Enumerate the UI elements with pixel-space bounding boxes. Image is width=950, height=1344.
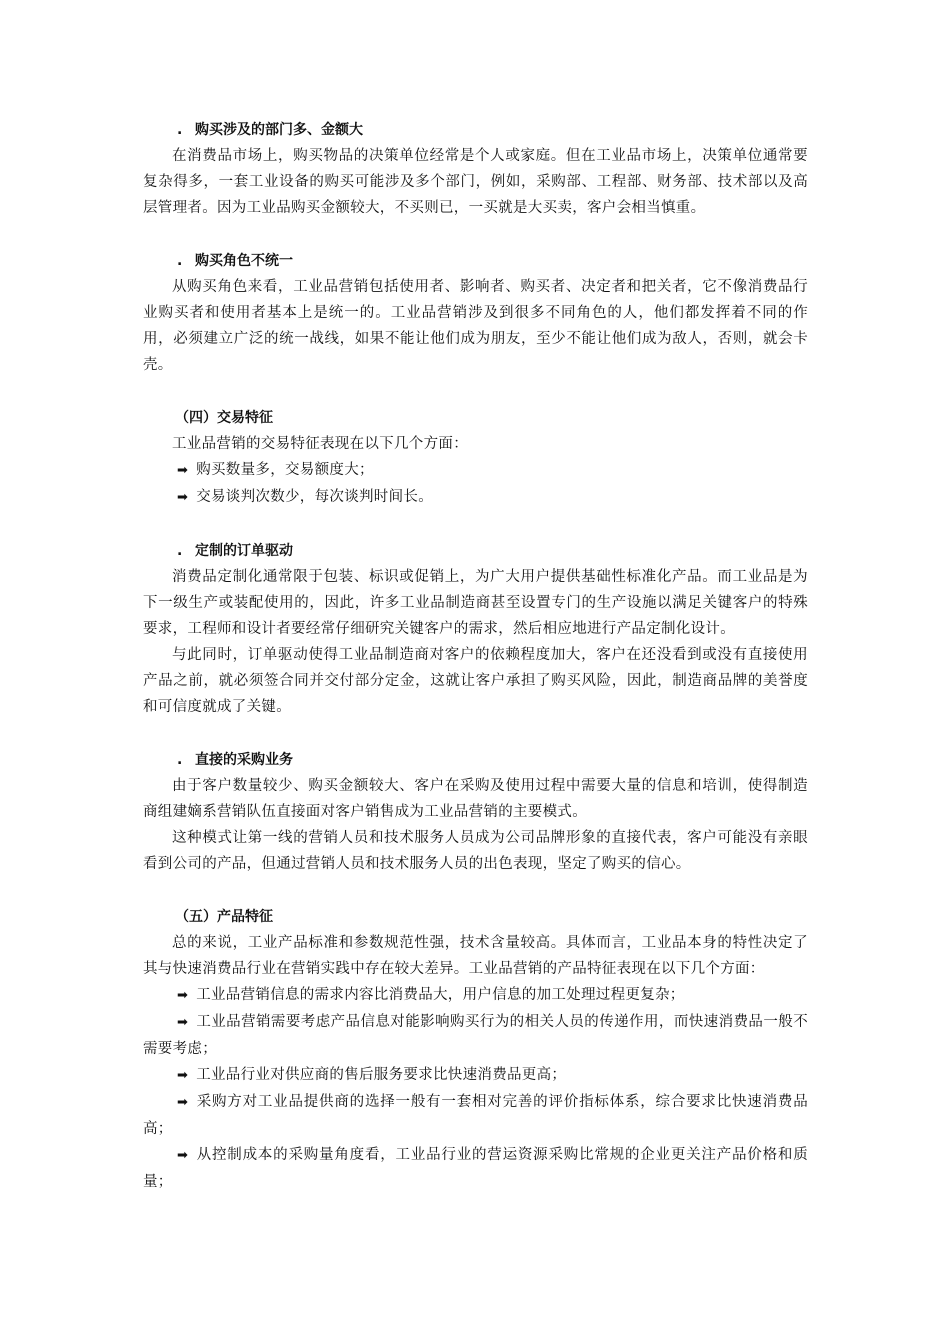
paragraph: 与此同时，订单驱动使得工业品制造商对客户的依赖程度加大，客户在还没看到或没有直接使用产品之前，就必须签合同并交付部分定金，这就让客户承担了购买风险，因此，制造商品牌的美誉度和可信度就成了关键。	[143, 647, 808, 715]
arrow-right-icon: ➡	[177, 1015, 189, 1030]
section-direct-procurement	[143, 747, 808, 877]
section-custom-orders	[143, 538, 808, 720]
paragraph: 总的来说，工业产品标准和参数规范性强，技术含量较高。具体而言，工业品本身的特性决定了其与快速消费品行业在营销实践中存在较大差异。工业品营销的产品特征表现在以下几个方面：	[143, 935, 808, 977]
section-heading: . 定制的订单驱动	[177, 543, 293, 559]
arrow-right-icon: ➡	[177, 490, 189, 505]
paragraph: 这种模式让第一线的营销人员和技术服务人员成为公司品牌形象的直接代表，客户可能没有亲眼看到公司的产品，但通过营销人员和技术服务人员的出色表现，坚定了购买的信心。	[143, 830, 808, 872]
section-heading: （五）产品特征	[175, 909, 273, 925]
bullet-item: ➡ 采购方对工业品提供商的选择一般有一套相对完善的评价指标体系，综合要求比快速消费品高；	[143, 1089, 808, 1142]
bullet-item: ➡ 工业品行业对供应商的售后服务要求比快速消费品更高；	[143, 1062, 808, 1089]
bullet-item: ➡ 交易谈判次数少，每次谈判时间长。	[143, 484, 808, 511]
bullet-item: ➡ 工业品营销信息的需求内容比消费品大，用户信息的加工处理过程更复杂；	[143, 982, 808, 1009]
paragraph: 由于客户数量较少、购买金额较大、客户在采购及使用过程中需要大量的信息和培训，使得制造商组建嫡系营销队伍直接面对客户销售成为工业品营销的主要模式。	[143, 778, 808, 820]
paragraph: 从购买角色来看，工业品营销包括使用者、影响者、购买者、决定者和把关者，它不像消费品行业购买者和使用者基本上是统一的。工业品营销涉及到很多不同角色的人，他们都发挥着不同的作用，必须建立广泛的统一战线，如果不能让他们成为朋友，至少不能让他们成为敌人，否则，就会卡壳。	[143, 279, 808, 373]
bullet-item: ➡ 工业品营销需要考虑产品信息对能影响购买行为的相关人员的传递作用，而快速消费品一般不需要考虑；	[143, 1009, 808, 1062]
section-heading: （四）交易特征	[175, 410, 273, 426]
paragraph: 工业品营销的交易特征表现在以下几个方面：	[172, 436, 468, 452]
paragraph: 在消费品市场上，购买物品的决策单位经常是个人或家庭。但在工业品市场上，决策单位通常要复杂得多，一套工业设备的购买可能涉及多个部门，例如，采购部、工程部、财务部、技术部以及高层管理者。因为工业品购买金额较大，不买则已，一买就是大买卖，客户会相当慎重。	[143, 148, 808, 216]
section-heading: . 购买涉及的部门多、金额大	[177, 122, 363, 138]
arrow-right-icon: ➡	[177, 988, 189, 1003]
arrow-right-icon: ➡	[177, 1148, 189, 1163]
document-body	[143, 117, 808, 1222]
bullet-item: ➡ 购买数量多，交易额度大；	[143, 457, 808, 484]
bullet-item: ➡ 从控制成本的采购量角度看，工业品行业的营运资源采购比常规的企业更关注产品价格和质量；	[143, 1142, 808, 1195]
section-transaction-features	[143, 405, 808, 511]
section-heading: . 直接的采购业务	[177, 752, 293, 768]
paragraph: 消费品定制化通常限于包装、标识或促销上，为广大用户提供基础性标准化产品。而工业品是为下一级生产或装配使用的，因此，许多工业品制造商甚至设置专门的生产设施以满足关键客户的特殊要求，工程师和设计者要经常仔细研究关键客户的需求，然后相应地进行产品定制化设计。	[143, 569, 808, 637]
arrow-right-icon: ➡	[177, 463, 189, 478]
section-heading: . 购买角色不统一	[177, 253, 293, 269]
arrow-right-icon: ➡	[177, 1095, 189, 1110]
section-purchase-departments	[143, 117, 808, 221]
section-purchase-roles	[143, 248, 808, 378]
section-product-features	[143, 904, 808, 1195]
arrow-right-icon: ➡	[177, 1068, 189, 1083]
